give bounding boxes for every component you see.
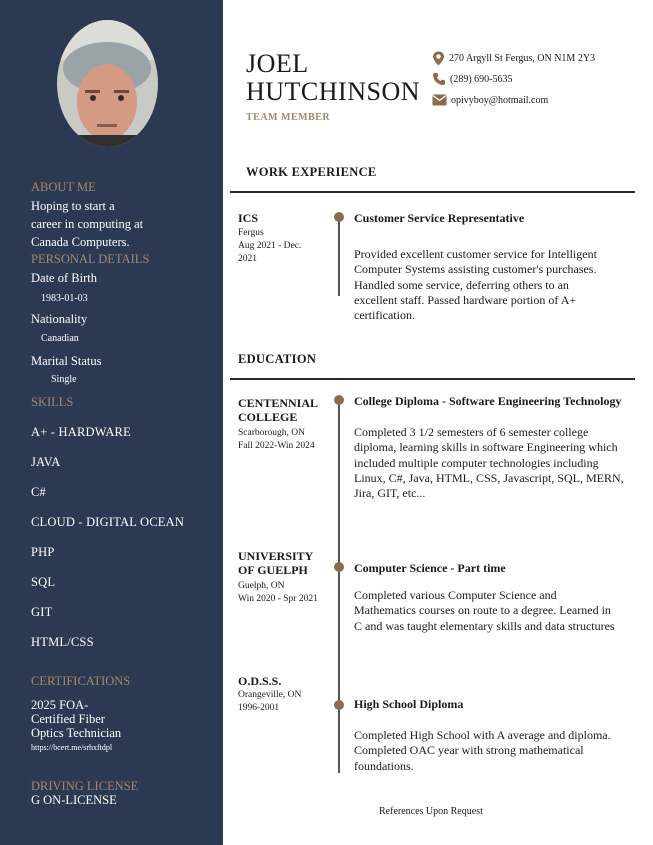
email-text[interactable]: opivyboy@hotmail.com [451, 94, 549, 106]
education-description: Completed High School with A average and diploma. Completed OAC year with strong mathematical foundations. [354, 728, 611, 773]
education-timeline-line [338, 398, 340, 773]
skill-item: CLOUD - DIGITAL OCEAN [31, 515, 185, 529]
phone-icon [432, 72, 446, 86]
skill-item: SQL [31, 575, 56, 589]
sidebar [0, 0, 223, 845]
education-meta: Orangeville, ON 1996-2001 [238, 690, 302, 713]
personal-details-heading: PERSONAL DETAILS [31, 252, 150, 266]
education-timeline-dot [334, 700, 344, 710]
driving-license-value: G ON-LICENSE [31, 793, 117, 807]
phone-row [432, 72, 513, 86]
about-heading: ABOUT ME [31, 180, 96, 194]
skill-item: JAVA [31, 455, 61, 469]
about-text: Hoping to start a career in computing at Canada Computers. [31, 199, 144, 249]
certification-link[interactable]: https://bcert.me/srhxftdpl [31, 743, 113, 752]
job-role: TEAM MEMBER [246, 112, 331, 123]
education-meta: Scarborough, ON Fall 2022-Win 2024 [238, 428, 315, 451]
work-description: Provided excellent customer service for Intelligent Computer Systems assisting customer's purchases. Handled some service, deferring others to an excellent staff. Passed hardware portion of A+ certification. [354, 247, 597, 323]
address-row [432, 51, 595, 66]
skills-heading: SKILLS [31, 395, 74, 409]
work-employer: ICS [238, 211, 259, 225]
last-name: HUTCHINSON [246, 77, 420, 106]
education-timeline-dot [334, 395, 344, 405]
dob-value: 1983-01-03 [41, 293, 88, 304]
education-description: Completed 3 1/2 semesters of 6 semester college diploma, learning skills in software Engineering which included multiple computer technologies including Linux, C#, Java, HTML, CSS, Javascript, SQL, MERN, Jira, GIT, etc... [354, 425, 624, 501]
education-school: CENTENNIAL COLLEGE [238, 396, 319, 424]
education-program: High School Diploma [354, 697, 464, 711]
first-name: JOEL [246, 49, 309, 78]
education-program: Computer Science - Part time [354, 561, 506, 575]
education-heading: EDUCATION [238, 352, 317, 366]
work-job-title: Customer Service Representative [354, 211, 525, 225]
skill-item: GIT [31, 605, 53, 619]
education-school: O.D.S.S. [238, 674, 282, 688]
location-pin-icon [432, 51, 445, 66]
education-divider [230, 378, 635, 380]
education-description: Completed various Computer Science and Mathematics courses on route to a degree. Learned in C and was taught elementary skills and data structures [354, 588, 615, 633]
marital-value: Single [51, 374, 77, 385]
skill-item: HTML/CSS [31, 635, 94, 649]
education-program: College Diploma - Software Engineering Technology [354, 394, 622, 408]
dob-label: Date of Birth [31, 271, 97, 285]
skill-item: C# [31, 485, 46, 499]
certification-text: 2025 FOA- Certified Fiber Optics Technician [31, 698, 122, 740]
driving-license-heading: DRIVING LICENSE [31, 779, 139, 793]
education-school: UNIVERSITY OF GUELPH [238, 549, 314, 577]
envelope-icon [432, 94, 447, 106]
marital-label: Marital Status [31, 354, 102, 368]
work-timeline-line [338, 216, 340, 296]
work-meta: Fergus Aug 2021 - Dec. 2021 [238, 228, 302, 264]
phone-text: (289) 690-5635 [450, 73, 513, 85]
address-text: 270 Argyll St Fergus, ON N1M 2Y3 [449, 53, 596, 64]
education-timeline-dot [334, 562, 344, 572]
work-timeline-dot [334, 212, 344, 222]
full-name [246, 50, 420, 106]
skill-item: PHP [31, 545, 55, 559]
work-experience-heading: WORK EXPERIENCE [246, 165, 377, 179]
nationality-value: Canadian [41, 333, 79, 344]
education-meta: Guelph, ON Win 2020 - Spr 2021 [238, 581, 318, 604]
certifications-heading: CERTIFICATIONS [31, 674, 131, 688]
email-row [432, 94, 548, 106]
profile-photo [57, 20, 158, 147]
work-divider [230, 191, 635, 193]
nationality-label: Nationality [31, 312, 88, 326]
references-note: References Upon Request [379, 806, 483, 817]
skill-item: A+ - HARDWARE [31, 425, 131, 439]
